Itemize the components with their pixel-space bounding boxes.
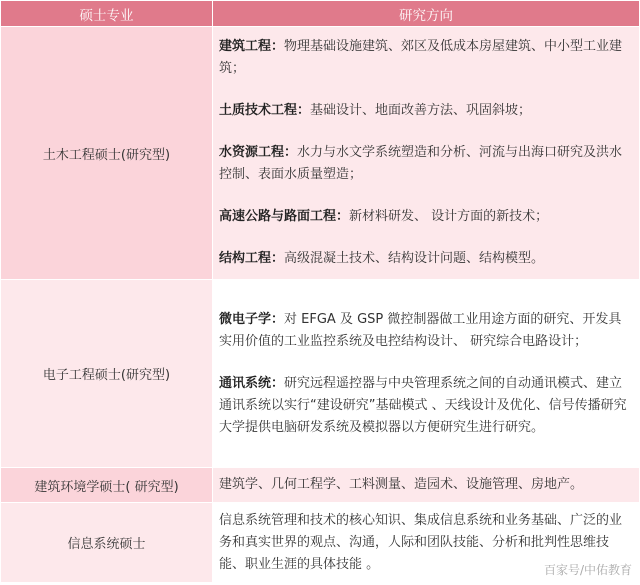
direction-text: 水力与水文学系统塑造和分析、河流与出海口研究及洪水控制、表面水质量塑造； bbox=[219, 145, 623, 182]
direction-text: 研究远程遥控器与中央管理系统之间的自动通讯模式、建立通讯系统以实行“建设研究”基础模式 、天线设计及优化、信号传播研究 bbox=[219, 375, 627, 413]
direction-cell bbox=[213, 280, 640, 468]
direction-entry bbox=[219, 36, 633, 80]
direction-title: 通讯系统： bbox=[219, 375, 285, 391]
direction-title: 高速公路与路面工程： bbox=[219, 209, 350, 224]
direction-title: 水资源工程： bbox=[219, 145, 298, 160]
direction-entry bbox=[219, 206, 633, 228]
major-name: 电子工程硕士(研究型) bbox=[1, 280, 213, 468]
direction-text: 对 EFGA 及 GSP 微控制器做工业用途方面的研究、开发具实用价值的工业监控系统及电控结构设计、 研究综合电路设计； bbox=[219, 311, 622, 349]
direction-text: 新材料研发、 设计方面的新技术； bbox=[349, 209, 549, 224]
direction-entry bbox=[219, 142, 633, 186]
direction-entry bbox=[219, 417, 633, 439]
table-header-row bbox=[1, 1, 640, 27]
direction-entry bbox=[219, 373, 633, 417]
direction-text: 建筑学、几何工程学、工料测量、造园术、设施管理、房地产。 bbox=[219, 477, 584, 492]
direction-text: 信息系统管理和技术的核心知识、集成信息系统和业务基础、广泛的业务和真实世界的观点、沟通，人际和团队技能、分析和批判性思维技能、职业生涯的具体技能 。 bbox=[219, 512, 623, 572]
direction-title: 微电子学： bbox=[219, 311, 285, 327]
major-name: 信息系统硕士 bbox=[1, 503, 213, 583]
direction-entry bbox=[219, 309, 633, 353]
direction-entry bbox=[219, 248, 633, 270]
table-row bbox=[1, 468, 640, 503]
direction-text: 基础设计、地面改善方法、巩固斜坡； bbox=[310, 103, 532, 118]
direction-entry bbox=[219, 100, 633, 122]
header-major: 硕士专业 bbox=[1, 1, 213, 27]
direction-title: 建筑工程： bbox=[219, 39, 285, 54]
direction-title: 结构工程： bbox=[219, 251, 285, 266]
direction-text: 高级混凝土技术、结构设计问题、结构模型。 bbox=[284, 251, 545, 266]
header-direction: 研究方向 bbox=[213, 1, 640, 27]
direction-cell bbox=[213, 27, 640, 280]
direction-text: 大学提供电脑研发系统及模拟器以方便研究生进行研究。 bbox=[219, 419, 545, 435]
major-name: 建筑环境学硕士( 研究型) bbox=[1, 468, 213, 503]
direction-cell bbox=[213, 468, 640, 503]
major-name: 土木工程硕士(研究型) bbox=[1, 27, 213, 280]
direction-entry bbox=[219, 474, 633, 496]
direction-text: 物理基础设施建筑、郊区及低成本房屋建筑、中小型工业建筑； bbox=[219, 39, 623, 76]
watermark: 百家号/中佑教育 bbox=[543, 563, 632, 577]
direction-title: 土质技术工程： bbox=[219, 103, 311, 118]
table-row bbox=[1, 27, 640, 280]
table-row bbox=[1, 280, 640, 468]
